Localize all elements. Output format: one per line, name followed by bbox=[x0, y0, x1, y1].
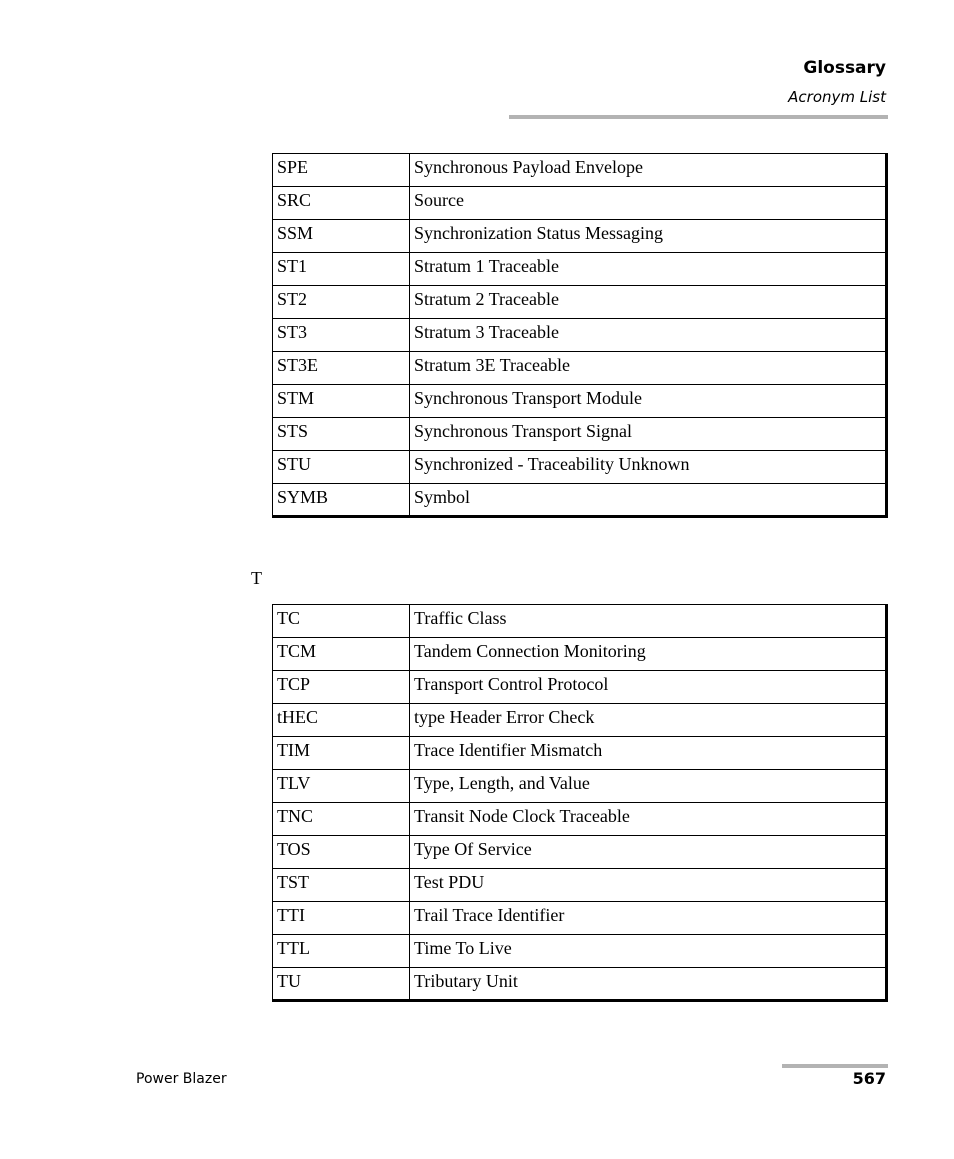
definition-cell: Stratum 1 Traceable bbox=[410, 253, 887, 286]
acronym-cell: TU bbox=[273, 968, 410, 1001]
acronym-table-t bbox=[272, 604, 888, 1002]
definition-cell: Stratum 2 Traceable bbox=[410, 286, 887, 319]
table-row bbox=[273, 187, 887, 220]
header-subtitle: Acronym List bbox=[788, 88, 886, 106]
acronym-cell: TLV bbox=[273, 770, 410, 803]
table-row bbox=[273, 803, 887, 836]
acronym-cell: ST2 bbox=[273, 286, 410, 319]
header-rule bbox=[509, 115, 888, 119]
definition-cell: Type Of Service bbox=[410, 836, 887, 869]
acronym-cell: tHEC bbox=[273, 704, 410, 737]
table-row bbox=[273, 902, 887, 935]
table-row bbox=[273, 737, 887, 770]
footer-page-number: 567 bbox=[852, 1069, 886, 1088]
definition-cell: Traffic Class bbox=[410, 605, 887, 638]
acronym-cell: TIM bbox=[273, 737, 410, 770]
definition-cell: Synchronous Payload Envelope bbox=[410, 154, 887, 187]
table-row bbox=[273, 352, 887, 385]
acronym-cell: TCP bbox=[273, 671, 410, 704]
table-row bbox=[273, 319, 887, 352]
definition-cell: Synchronous Transport Module bbox=[410, 385, 887, 418]
acronym-cell: SPE bbox=[273, 154, 410, 187]
acronym-table-body bbox=[273, 154, 887, 517]
acronym-table-s bbox=[272, 153, 888, 518]
acronym-cell: STM bbox=[273, 385, 410, 418]
definition-cell: Synchronous Transport Signal bbox=[410, 418, 887, 451]
definition-cell: Transit Node Clock Traceable bbox=[410, 803, 887, 836]
acronym-cell: ST3E bbox=[273, 352, 410, 385]
definition-cell: Type, Length, and Value bbox=[410, 770, 887, 803]
table-row bbox=[273, 704, 887, 737]
table-row bbox=[273, 935, 887, 968]
definition-cell: Stratum 3 Traceable bbox=[410, 319, 887, 352]
definition-cell: Test PDU bbox=[410, 869, 887, 902]
definition-cell: Trail Trace Identifier bbox=[410, 902, 887, 935]
acronym-cell: SSM bbox=[273, 220, 410, 253]
table-row bbox=[273, 638, 887, 671]
header-title: Glossary bbox=[803, 58, 886, 78]
table-row bbox=[273, 770, 887, 803]
table-row bbox=[273, 286, 887, 319]
acronym-cell: STS bbox=[273, 418, 410, 451]
acronym-cell: TNC bbox=[273, 803, 410, 836]
footer-product-name: Power Blazer bbox=[136, 1071, 227, 1087]
acronym-cell: TC bbox=[273, 605, 410, 638]
acronym-cell: TTL bbox=[273, 935, 410, 968]
table-row bbox=[273, 253, 887, 286]
table-row bbox=[273, 836, 887, 869]
table-row bbox=[273, 869, 887, 902]
definition-cell: Synchronized - Traceability Unknown bbox=[410, 451, 887, 484]
table-row bbox=[273, 484, 887, 517]
acronym-cell: TST bbox=[273, 869, 410, 902]
section-letter-t: T bbox=[251, 568, 262, 588]
acronym-cell: SRC bbox=[273, 187, 410, 220]
definition-cell: Time To Live bbox=[410, 935, 887, 968]
acronym-cell: SYMB bbox=[273, 484, 410, 517]
definition-cell: Symbol bbox=[410, 484, 887, 517]
table-row bbox=[273, 154, 887, 187]
table-row bbox=[273, 220, 887, 253]
table-row bbox=[273, 418, 887, 451]
table-row bbox=[273, 968, 887, 1001]
definition-cell: Tandem Connection Monitoring bbox=[410, 638, 887, 671]
definition-cell: type Header Error Check bbox=[410, 704, 887, 737]
acronym-cell: TOS bbox=[273, 836, 410, 869]
definition-cell: Trace Identifier Mismatch bbox=[410, 737, 887, 770]
definition-cell: Tributary Unit bbox=[410, 968, 887, 1001]
table-row bbox=[273, 451, 887, 484]
footer-rule bbox=[782, 1064, 888, 1068]
acronym-cell: TCM bbox=[273, 638, 410, 671]
table-row bbox=[273, 385, 887, 418]
acronym-cell: STU bbox=[273, 451, 410, 484]
acronym-table-body bbox=[273, 605, 887, 1001]
table-row bbox=[273, 671, 887, 704]
definition-cell: Synchronization Status Messaging bbox=[410, 220, 887, 253]
definition-cell: Transport Control Protocol bbox=[410, 671, 887, 704]
table-row bbox=[273, 605, 887, 638]
acronym-cell: ST1 bbox=[273, 253, 410, 286]
acronym-cell: ST3 bbox=[273, 319, 410, 352]
definition-cell: Stratum 3E Traceable bbox=[410, 352, 887, 385]
definition-cell: Source bbox=[410, 187, 887, 220]
acronym-cell: TTI bbox=[273, 902, 410, 935]
